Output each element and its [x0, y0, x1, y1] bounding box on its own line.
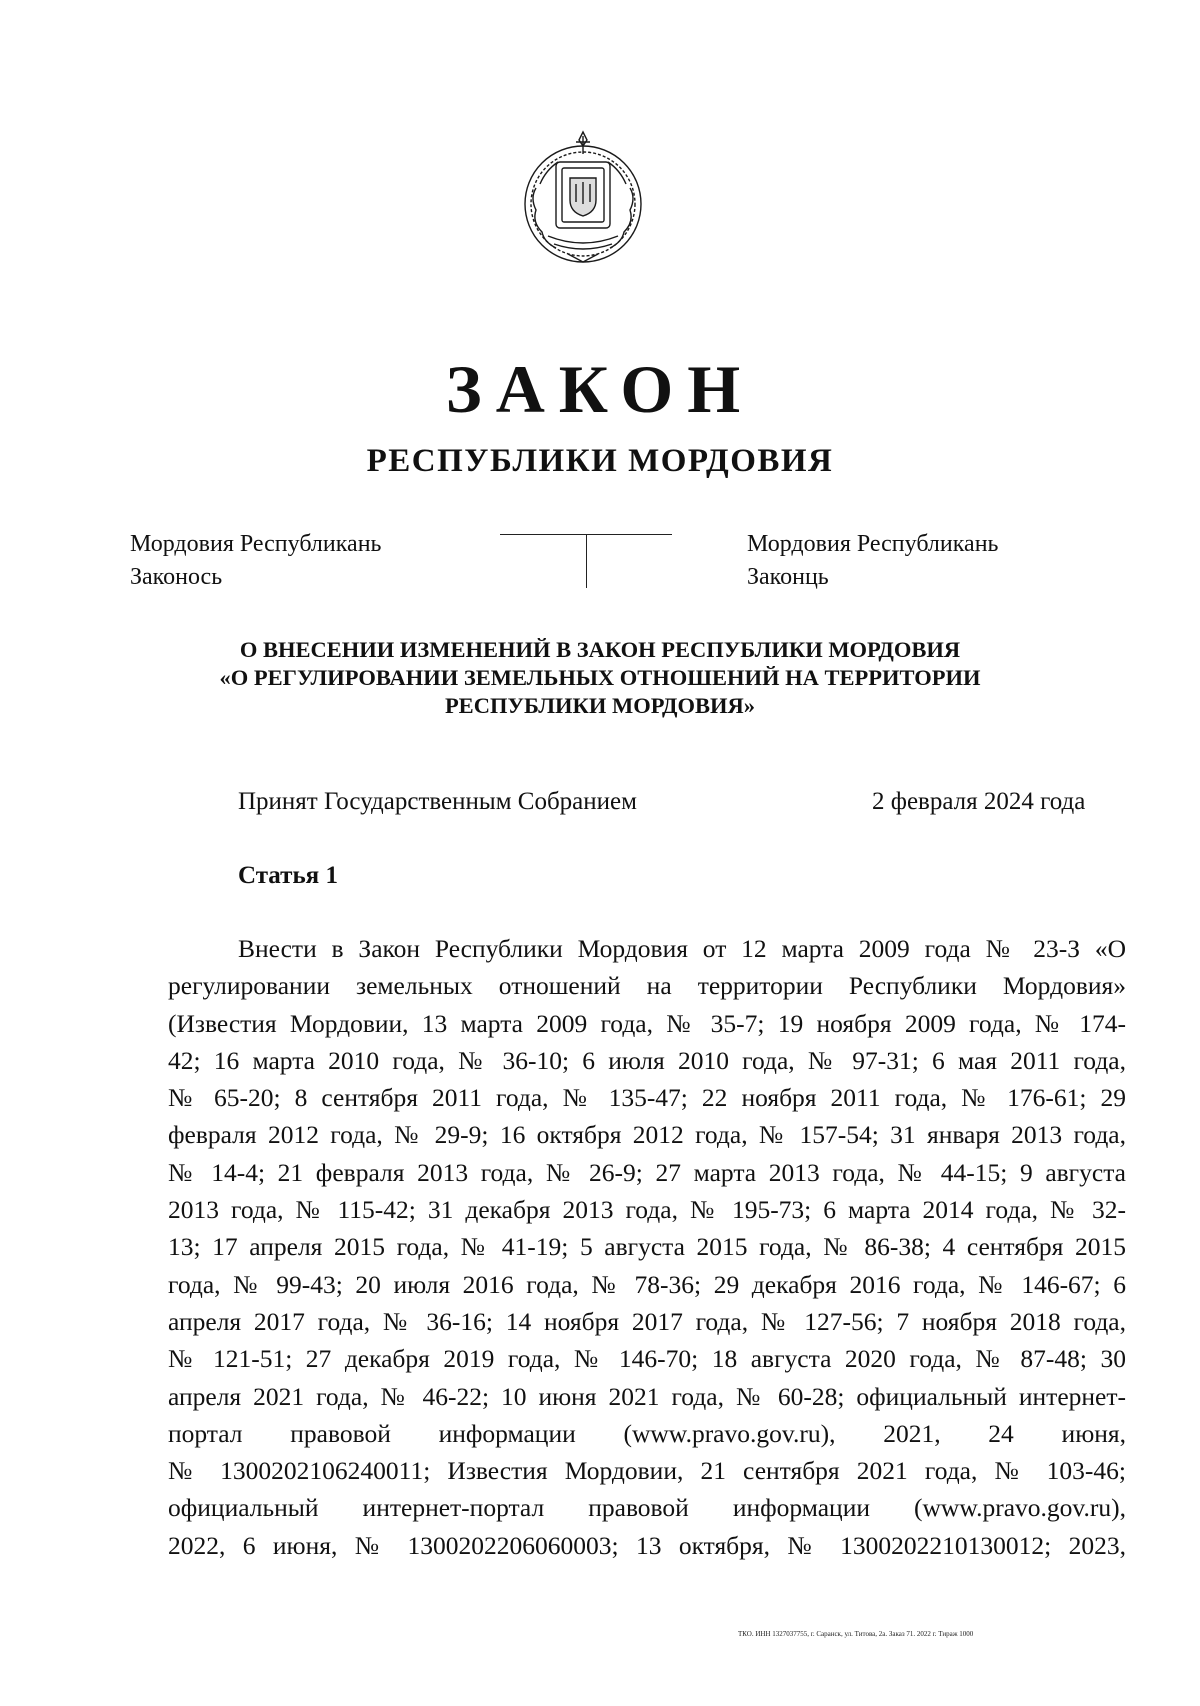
body-line: регулировании земельных отношений на территории Республики Мордовия» [168, 971, 1126, 1001]
body-line: 2022, 6 июня, № 1300202206060003; 13 октября, № 1300202210130012; 2023, [168, 1530, 1126, 1560]
body-line: года, № 99-43; 20 июля 2016 года, № 78-36; 29 декабря 2016 года, № 146-67; 6 [168, 1269, 1126, 1299]
body-line: портал правовой информации (www.pravo.gov.ru), 2021, 24 июня, [168, 1418, 1126, 1448]
law-name [150, 636, 1050, 720]
document-subtitle: РЕСПУБЛИКИ МОРДОВИЯ [366, 443, 834, 479]
body-line: 42; 16 марта 2010 года, № 36-10; 6 июля 2010 года, № 97-31; 6 мая 2011 года, [168, 1045, 1126, 1075]
mordvin-title-right-line: Законць [747, 564, 829, 590]
mordvin-title-right [747, 528, 998, 594]
print-imprint: ТКО. ИНН 1327037755, г. Саранск, ул. Титова, 2а. Заказ 71. 2022 г. Тираж 1000 [738, 1630, 974, 1638]
mordvin-title-right-line: Мордовия Республикань [747, 531, 999, 557]
body-line: официальный интернет-портал правовой информации (www.pravo.gov.ru), [168, 1493, 1126, 1523]
mordvin-title-left-line: Законось [130, 564, 223, 590]
body-line: № 65-20; 8 сентября 2011 года, № 135-47; 22 ноября 2011 года, № 176-61; 29 [168, 1083, 1126, 1113]
law-name-line: О ВНЕСЕНИИ ИЗМЕНЕНИЙ В ЗАКОН РЕСПУБЛИКИ МОРДОВИЯ [239, 637, 961, 662]
article-heading: Статья 1 [238, 862, 338, 889]
adoption-label: Принят Государственным Собранием [238, 788, 637, 815]
body-line: Внести в Закон Республики Мордовия от 12 марта 2009 года № 23-З «О [238, 934, 1126, 963]
body-line: 13; 17 апреля 2015 года, № 41-19; 5 августа 2015 года, № 86-38; 4 сентября 2015 [168, 1232, 1126, 1262]
body-line: февраля 2012 года, № 29-9; 16 октября 2012 года, № 157-54; 31 января 2013 года, [168, 1120, 1126, 1150]
mordvin-title-left-line: Мордовия Республикань [130, 531, 382, 557]
body-line: (Известия Мордовии, 13 марта 2009 года, № 35-7; 19 ноября 2009 года, № 174- [168, 1008, 1126, 1038]
body-line: апреля 2021 года, № 46-22; 10 июня 2021 года, № 60-28; официальный интернет- [168, 1381, 1126, 1411]
law-name-line: «О РЕГУЛИРОВАНИИ ЗЕМЕЛЬНЫХ ОТНОШЕНИЙ НА ТЕРРИТОРИИ [219, 665, 981, 690]
adoption-date: 2 февраля 2024 года [872, 788, 1086, 815]
article-body [168, 930, 1126, 1564]
body-line: апреля 2017 года, № 36-16; 14 ноября 2017 года, № 127-56; 7 ноября 2018 года, [168, 1306, 1126, 1336]
mordvin-title-left [130, 528, 381, 594]
law-name-line: РЕСПУБЛИКИ МОРДОВИЯ» [444, 693, 756, 718]
body-line: № 1300202106240011; Известия Мордовии, 21 сентября 2021 года, № 103-46; [168, 1456, 1126, 1486]
document-title: ЗАКОН [445, 351, 755, 427]
body-line: № 121-51; 27 декабря 2019 года, № 146-70; 18 августа 2020 года, № 87-48; 30 [168, 1344, 1126, 1374]
body-line: 2013 года, № 115-42; 31 декабря 2013 года, № 195-73; 6 марта 2014 года, № 32- [168, 1195, 1126, 1225]
coat-of-arms-icon [518, 128, 648, 268]
body-line: № 14-4; 21 февраля 2013 года, № 26-9; 27 марта 2013 года, № 44-15; 9 августа [168, 1157, 1126, 1187]
number-field-divider [586, 534, 587, 588]
